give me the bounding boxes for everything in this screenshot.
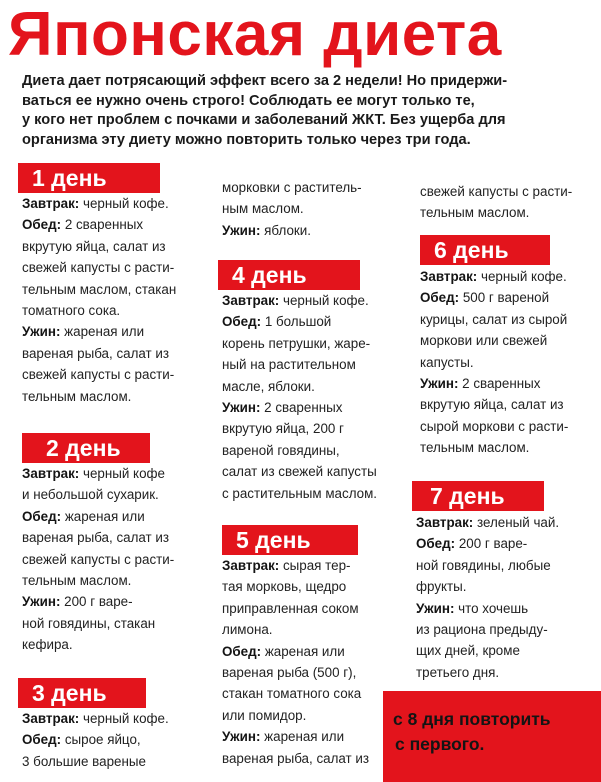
breakfast-label: Завтрак:: [22, 711, 80, 726]
breakfast-text: черный кофе: [79, 466, 165, 481]
lunch-text: сырое яйцо,: [61, 732, 141, 748]
breakfast-text: сырая тер-: [279, 558, 351, 573]
day-2-dinner-line: кефира.: [22, 637, 73, 653]
day-7-lunch-line: фрукты.: [416, 579, 467, 595]
day-5-breakfast-line: лимона.: [222, 622, 273, 638]
day-6-header: 6 день: [420, 235, 550, 265]
intro-line: ваться ее нужно очень строго! Соблюдать ее могут только те,: [22, 92, 475, 109]
dinner-label: Ужин:: [222, 222, 261, 238]
day-4-lunch-line: ный на растительном: [222, 357, 356, 373]
day-4-dinner-line: салат из свежей капусты: [222, 464, 377, 480]
lunch-text: 1 большой: [261, 314, 332, 330]
day-2-lunch-line: свежей капусты с расти-: [22, 551, 175, 567]
day-5-lunch-line: стакан томатного сока: [222, 686, 362, 702]
day-7-lunch-line: ной говядины, любые: [416, 557, 551, 573]
intro-line: у кого нет проблем с почками и заболеваний ЖКТ. Без ущерба для: [22, 112, 506, 128]
day-4-breakfast: [222, 290, 377, 311]
day-2-lunch-line: вареная рыба, салат из: [22, 530, 170, 546]
day-6-lunch-line: капусты.: [420, 354, 474, 370]
day-7-dinner-line: третьего дня.: [416, 664, 500, 680]
intro-line: Диета дает потрясающий эффект всего за 2 недели! Но придержи-: [22, 73, 508, 89]
dinner-label: Ужин:: [416, 600, 455, 616]
lunch-label: Обед:: [420, 290, 460, 306]
lunch-label: Обед:: [222, 314, 262, 330]
breakfast-text: черный кофе.: [477, 269, 567, 284]
day-5-dinner: [222, 726, 369, 747]
dinner-text: 200 г варе-: [60, 594, 133, 610]
day-6-dinner-line: тельным маслом.: [420, 440, 530, 456]
breakfast-label: Завтрак:: [222, 293, 280, 308]
lunch-label: Обед:: [416, 536, 456, 552]
day-6-dinner-line: вкрутую яйца, салат из: [420, 397, 564, 413]
day-1-lunch-line: томатного сока.: [22, 303, 121, 319]
dinner-text: жареная или: [260, 729, 345, 745]
day-1-lunch-line: тельным маслом, стакан: [22, 281, 177, 297]
callout-line: с 8 дня повторить: [393, 709, 551, 729]
dinner-text: 2 сваренных: [260, 400, 343, 416]
lunch-label: Обед:: [22, 732, 62, 748]
lunch-label: Обед:: [22, 508, 62, 524]
day-2-breakfast-line: и небольшой сухарик.: [22, 487, 159, 503]
day-5-continued: [420, 181, 572, 224]
lunch-text: 200 г варе-: [455, 536, 528, 552]
day-5-dinner-line: тельным маслом.: [420, 205, 530, 221]
day-1-lunch-line: вкрутую яйца, салат из: [22, 238, 166, 254]
day-1-breakfast: [22, 193, 176, 214]
dinner-label: Ужин:: [222, 400, 261, 416]
breakfast-label: Завтрак:: [416, 515, 474, 530]
day-2-dinner-line: ной говядины, стакан: [22, 615, 156, 631]
breakfast-label: Завтрак:: [420, 269, 478, 284]
day-4-dinner-line: с растительным маслом.: [222, 485, 378, 501]
repeat-callout: [383, 691, 601, 782]
day-5-lunch: [222, 641, 369, 662]
breakfast-text: черный кофе.: [279, 293, 369, 308]
day-5-breakfast-line: тая морковь, щедро: [222, 579, 347, 595]
dinner-text: жареная или: [60, 324, 145, 340]
lunch-text: 2 сваренных: [61, 217, 144, 233]
day-5-breakfast: [222, 555, 369, 576]
dinner-text: яблоки.: [260, 222, 311, 238]
dinner-label: Ужин:: [22, 594, 61, 610]
day-2-dinner: [22, 591, 174, 612]
lunch-label: Обед:: [22, 217, 62, 233]
day-3-continued: [222, 177, 362, 241]
day-4-lunch: [222, 311, 377, 332]
day-4-lunch-line: корень петрушки, жаре-: [222, 335, 371, 351]
intro-paragraph: [22, 72, 592, 150]
day-3-lunch-line: ным маслом.: [222, 201, 304, 217]
day-1-lunch-line: свежей капусты с расти-: [22, 260, 175, 276]
breakfast-label: Завтрак:: [22, 196, 80, 211]
day-1-lunch: [22, 214, 176, 235]
day-5-menu: [222, 555, 369, 769]
day-1-dinner-line: вареная рыба, салат из: [22, 345, 170, 361]
breakfast-label: Завтрак:: [22, 466, 80, 481]
day-4-dinner-line: вкрутую яйца, 200 г: [222, 421, 344, 437]
intro-line: организма эту диету можно повторить только через три года.: [22, 131, 471, 148]
lunch-text: 500 г вареной: [459, 290, 550, 306]
day-5-header: 5 день: [222, 525, 358, 555]
dinner-label: Ужин:: [222, 729, 261, 745]
lunch-label: Обед:: [222, 643, 262, 659]
day-6-dinner: [420, 373, 568, 394]
day-7-breakfast: [416, 512, 559, 533]
day-2-breakfast: [22, 463, 174, 484]
day-1-dinner: [22, 321, 176, 342]
day-6-lunch-line: моркови или свежей: [420, 333, 548, 349]
day-3-menu: [22, 708, 169, 772]
day-5-dinner-line: свежей капусты с расти-: [420, 184, 573, 199]
day-3-header: 3 день: [18, 678, 146, 708]
day-5-dinner-line: вареная рыба, салат из: [222, 750, 370, 766]
day-7-header: 7 день: [412, 481, 544, 511]
breakfast-text: зеленый чай.: [473, 515, 560, 530]
day-7-dinner-line: щих дней, кроме: [416, 643, 520, 659]
breakfast-text: черный кофе.: [79, 196, 169, 211]
dinner-text: 2 сваренных: [458, 376, 541, 392]
day-3-lunch: [22, 729, 169, 750]
day-5-lunch-line: или помидор.: [222, 707, 307, 723]
day-2-lunch-line: тельным маслом.: [22, 573, 132, 589]
day-6-dinner-line: сырой моркови с расти-: [420, 418, 569, 434]
day-1-header: 1 день: [18, 163, 160, 193]
day-6-menu: [420, 266, 568, 459]
day-2-lunch: [22, 506, 174, 527]
breakfast-text: черный кофе.: [79, 711, 169, 726]
day-4-dinner: [222, 397, 377, 418]
dinner-label: Ужин:: [420, 376, 459, 392]
page-title: Японская диета: [8, 0, 502, 69]
dinner-label: Ужин:: [22, 324, 61, 340]
day-1-menu: [22, 193, 176, 407]
day-3-lunch-line: 3 большие вареные: [22, 753, 146, 769]
callout-line: с первого.: [395, 734, 485, 754]
day-1-dinner-line: тельным маслом.: [22, 388, 132, 404]
day-1-dinner-line: свежей капусты с расти-: [22, 367, 175, 383]
day-7-dinner-line: из рациона предыду-: [416, 622, 548, 638]
day-3-breakfast: [22, 708, 169, 729]
day-6-lunch: [420, 287, 568, 308]
lunch-text: жареная или: [261, 643, 345, 659]
day-4-menu: [222, 290, 377, 504]
day-7-lunch: [416, 533, 559, 554]
day-4-header: 4 день: [218, 260, 360, 290]
day-5-breakfast-line: приправленная соком: [222, 600, 359, 616]
day-6-lunch-line: курицы, салат из сырой: [420, 311, 568, 327]
day-4-dinner-line: вареной говядины,: [222, 442, 340, 458]
lunch-text: жареная или: [61, 508, 145, 524]
day-2-menu: [22, 463, 174, 656]
day-3-dinner: [222, 220, 362, 241]
dinner-text: что хочешь: [454, 600, 529, 616]
day-7-menu: [416, 512, 559, 683]
day-2-header: 2 день: [22, 433, 150, 463]
day-7-dinner: [416, 598, 559, 619]
day-3-lunch-line: морковки с раститель-: [222, 180, 362, 195]
day-6-breakfast: [420, 266, 568, 287]
day-5-lunch-line: вареная рыба (500 г),: [222, 665, 357, 681]
breakfast-label: Завтрак:: [222, 558, 280, 573]
day-4-lunch-line: масле, яблоки.: [222, 378, 315, 394]
